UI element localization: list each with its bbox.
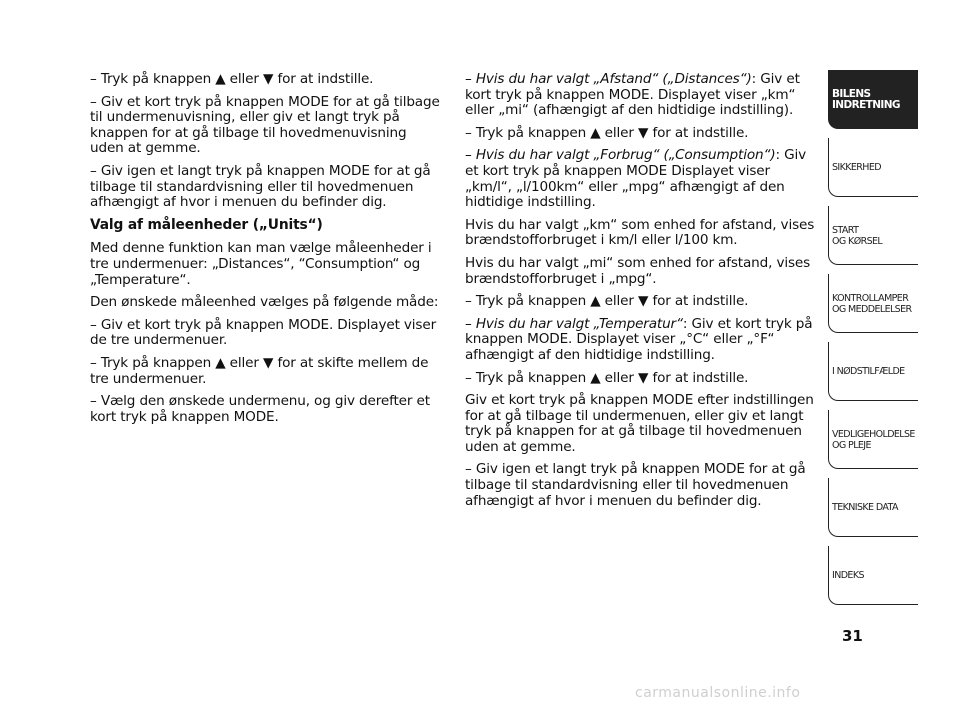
left-column xyxy=(90,72,440,432)
italic-lead: – Hvis du har valgt „Afstand“ („Distances“) xyxy=(465,71,752,87)
tab-i-nodstilfaelde[interactable] xyxy=(828,342,918,401)
watermark: carmanualsonline.info xyxy=(635,685,801,701)
tab-tekniske-data[interactable] xyxy=(828,478,918,537)
chapter-tabs xyxy=(828,70,918,614)
right-column xyxy=(465,72,815,516)
tab-label: INDEKS xyxy=(832,570,864,581)
tab-label: START OG KØRSEL xyxy=(832,224,883,247)
tab-vedligeholdelse[interactable] xyxy=(828,410,918,469)
paragraph xyxy=(465,317,815,364)
paragraph: – Tryk på knappen ▲ eller ▼ for at skifte mellem de tre undermenuer. xyxy=(90,354,429,387)
tab-sikkerhed[interactable] xyxy=(828,138,918,197)
paragraph: Med denne funktion kan man vælge måleenheder i tre undermenuer: „Distances“, “Consumption“ og „Temperature“. xyxy=(90,240,432,288)
tab-label: SIKKERHED xyxy=(832,162,881,173)
tab-label: TEKNISKE DATA xyxy=(832,502,898,513)
paragraph xyxy=(465,72,815,119)
paragraph-text: : Giv et kort tryk på knappen MODE. Displayet viser „km“ eller „mi“ (afhængigt af den hidtidige indstilling). xyxy=(465,71,800,119)
paragraph: Hvis du har valgt „km“ som enhed for afstand, vises brændstofforbruget i km/l eller l/100 km. xyxy=(465,216,815,249)
tab-bilens-indretning[interactable] xyxy=(828,70,918,129)
paragraph-text: : Giv et kort tryk på knappen MODE Displayet viser „km/l“, „l/100km“ eller „mpg“ afhængigt af den hidtidige indstilling. xyxy=(465,147,807,211)
paragraph: – Giv et kort tryk på knappen MODE for at gå tilbage til undermenuvisning, eller giv et langt tryk på knappen for at gå tilbage til hovedmenuvisning uden at gemme. xyxy=(90,93,440,157)
italic-lead: – Hvis du har valgt „Temperatur“ xyxy=(465,315,683,332)
italic-lead: – Hvis du har valgt „Forbrug“ („Consumption“) xyxy=(465,147,776,164)
tab-label: I NØDSTILFÆLDE xyxy=(832,366,905,377)
paragraph: – Vælg den ønskede undermenu, og giv derefter et kort tryk på knappen MODE. xyxy=(90,393,430,425)
tab-label: BILENS INDRETNING xyxy=(832,87,900,111)
paragraph: – Tryk på knappen ▲ eller ▼ for at indstille. xyxy=(90,71,374,87)
paragraph: – Tryk på knappen ▲ eller ▼ for at indstille. xyxy=(465,369,749,386)
paragraph: Den ønskede måleenhed vælges på følgende måde: xyxy=(90,294,439,311)
paragraph: – Giv igen et langt tryk på knappen MODE for at gå tilbage til standardvisning eller til hovedmenuen afhængigt af hvor i menuen du befinder dig. xyxy=(465,461,806,509)
tab-label: KONTROLLAMPER OG MEDDELELSER xyxy=(832,292,912,315)
paragraph: Giv et kort tryk på knappen MODE efter indstillingen for at gå tilbage til undermenuen, eller giv et langt tryk på knappen for at gå tilbage til hovedmenuen uden at gemme. xyxy=(465,392,814,455)
paragraph: – Tryk på knappen ▲ eller ▼ for at indstille. xyxy=(465,293,749,310)
paragraph: – Giv igen et langt tryk på knappen MODE for at gå tilbage til standardvisning eller til hovedmenuen afhængigt af hvor i menuen du befinder dig. xyxy=(90,162,431,211)
paragraph-text: : Giv et kort tryk på knappen MODE. Displayet viser „°C“ eller „°F“ afhængigt af den hidtidige indstilling. xyxy=(465,315,813,363)
paragraph: Hvis du har valgt „mi“ som enhed for afstand, vises brændstofforbruget i „mpg“. xyxy=(465,254,811,287)
tab-indeks[interactable] xyxy=(828,546,918,605)
tab-start-og-korsel[interactable] xyxy=(828,206,918,265)
paragraph xyxy=(465,148,815,210)
paragraph: – Giv et kort tryk på knappen MODE. Displayet viser de tre undermenuer. xyxy=(90,316,437,349)
section-heading: Valg af måleenheder („Units“) xyxy=(90,216,323,233)
tab-kontrollamper[interactable] xyxy=(828,274,918,333)
tab-label: VEDLIGEHOLDELSE OG PLEJE xyxy=(832,428,915,451)
page-number: 31 xyxy=(842,627,863,645)
paragraph: – Tryk på knappen ▲ eller ▼ for at indstille. xyxy=(465,124,749,141)
